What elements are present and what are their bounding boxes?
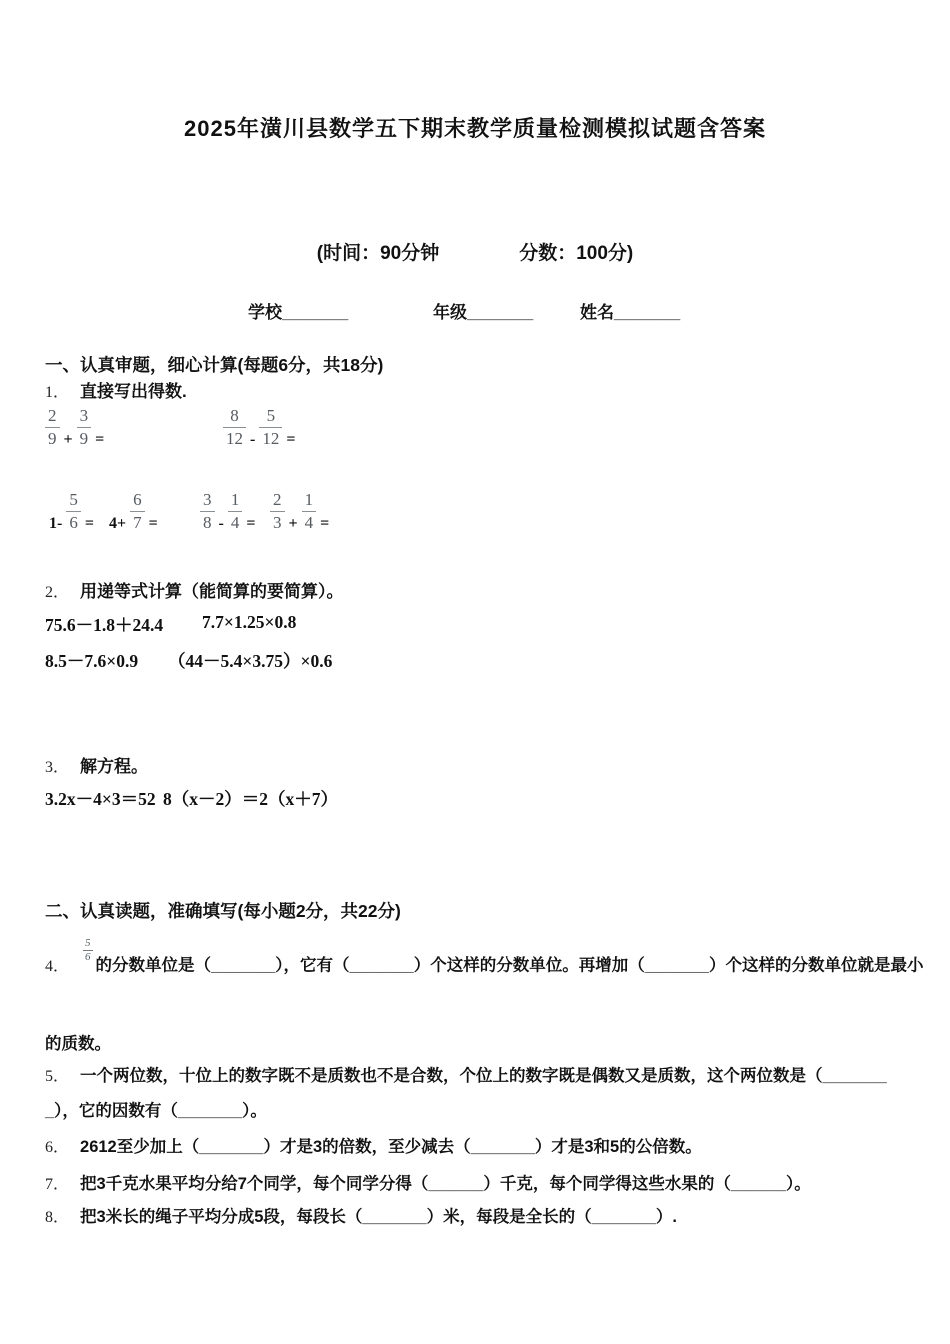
simplify-row-2	[45, 648, 905, 674]
fraction-expression: $\frac{2}{3}$ + $\frac{1}{4}$ =	[270, 490, 333, 534]
question-6-line	[45, 1133, 702, 1157]
exam-score-text: 分数：100分)	[519, 243, 634, 264]
question-5-text: 一个两位数，十位上的数字既不是质数也不是合数，个位上的数字既是偶数又是质数，这个两位数是（_______	[80, 1067, 887, 1085]
fraction-expression: 4+ $\frac{6}{7}$ =	[109, 490, 158, 533]
simplify-row-1	[45, 612, 905, 638]
equation: （44－5.4×3.75）×0.6	[168, 651, 333, 671]
exam-time-text: (时间：90分钟	[316, 243, 440, 264]
question-4-line-1	[45, 937, 924, 976]
question-2-label	[45, 577, 344, 602]
fraction-denominator: 6	[85, 950, 91, 963]
equation: 7.7×1.25×0.8	[202, 612, 297, 632]
fraction-expression: $\frac{3}{8}$ - $\frac{1}{4}$ =	[200, 490, 259, 534]
question-6-number: 6．	[45, 1139, 70, 1156]
equation: 8.5－7.6×0.9	[45, 651, 139, 671]
fraction-five-sixths	[83, 937, 93, 963]
question-6-text: 2612至少加上（_______）才是3的倍数，至少减去（_______）才是3和5的公倍数。	[80, 1138, 702, 1156]
page-title: 2025年潢川县数学五下期末教学质量检测模拟试题含答案	[184, 116, 766, 141]
fraction-expression: 1- $\frac{5}{6}$ =	[49, 490, 94, 533]
question-1-number: 1．	[45, 384, 70, 401]
question-1-text: 直接写出得数.	[80, 382, 187, 401]
student-fields	[0, 298, 950, 322]
exam-info	[0, 238, 950, 265]
calc-row-2	[45, 490, 905, 538]
question-3-number: 3．	[45, 759, 70, 776]
school-field: 学校_______	[248, 303, 349, 322]
question-5-line-1	[45, 1062, 887, 1086]
question-4-line-2	[45, 1030, 111, 1054]
name-field: 姓名_______	[580, 303, 681, 322]
question-4-text: 的分数单位是（_______），它有（_______）个这样的分数单位。再增加（_______）个这样的分数单位就是最小	[95, 956, 924, 975]
question-2-text: 用递等式计算（能简算的要简算）。	[80, 582, 344, 601]
equation: 75.6－1.8＋24.4	[45, 615, 164, 635]
question-4-number: 4．	[45, 957, 70, 975]
fraction-expression: $\frac{2}{9}$ + $\frac{3}{9}$ =	[45, 406, 108, 450]
grade-field: 年级_______	[433, 303, 534, 322]
solve-equation-row	[45, 786, 905, 812]
question-3-text: 解方程。	[80, 757, 149, 776]
question-7-number: 7．	[45, 1176, 70, 1193]
question-8-text: 把3米长的绳子平均分成5段，每段长（_______）米，每段是全长的（_______）.	[80, 1208, 677, 1226]
question-3-label	[45, 752, 148, 777]
equation: 8（x－2）＝2（x＋7）	[163, 789, 338, 809]
fraction-numerator: 5	[85, 937, 91, 949]
question-5-line-2	[45, 1097, 267, 1121]
section-two-heading: 二、认真读题，准确填写(每小题2分，共22分)	[45, 901, 401, 921]
question-8-line	[45, 1203, 677, 1227]
question-1-label	[45, 377, 187, 402]
question-7-line	[45, 1170, 811, 1194]
question-4-wrap-text: 的质数。	[45, 1035, 111, 1053]
question-8-number: 8．	[45, 1209, 70, 1226]
calc-row-1	[45, 406, 905, 454]
question-5-wrap-text: _），它的因数有（_______）。	[45, 1102, 267, 1120]
fraction-expression: $\frac{8}{12}$ - $\frac{5}{12}$ =	[223, 406, 299, 450]
equation: 3.2x－4×3＝52	[45, 789, 156, 809]
question-5-number: 5．	[45, 1068, 70, 1085]
question-2-number: 2．	[45, 584, 70, 601]
section-one-heading: 一、认真审题，细心计算(每题6分，共18分)	[45, 355, 384, 375]
question-7-text: 把3千克水果平均分给7个同学，每个同学分得（______）千克，每个同学得这些水果的（______）。	[80, 1175, 811, 1193]
